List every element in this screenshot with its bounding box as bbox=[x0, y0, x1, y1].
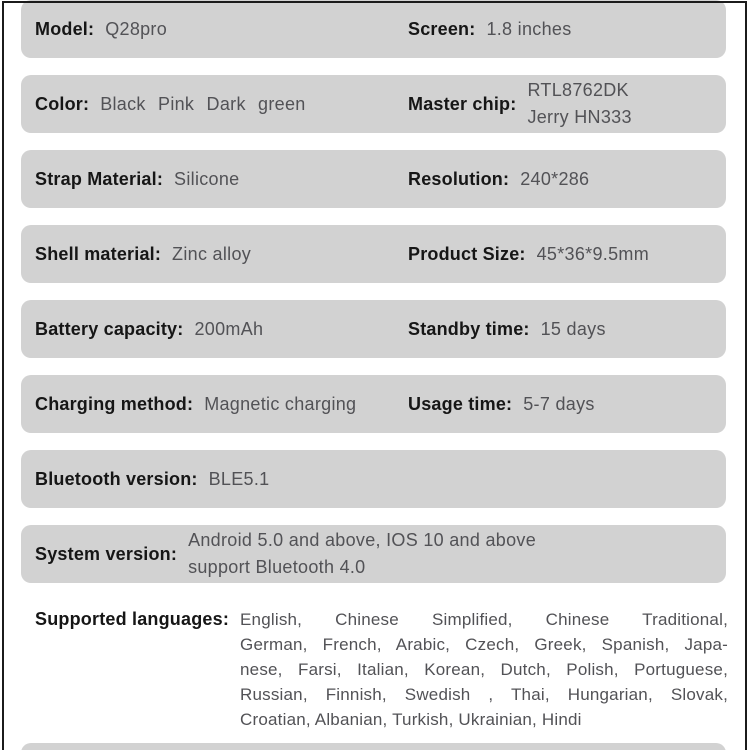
spec-label: Battery capacity: bbox=[35, 318, 184, 339]
spec-label: Strap Material: bbox=[35, 168, 164, 189]
spec-value: Android 5.0 and above, IOS 10 and above bbox=[188, 530, 537, 550]
spec-value: Zinc alloy bbox=[172, 243, 252, 264]
spec-row-battery-standby bbox=[21, 300, 726, 358]
spec-cell bbox=[35, 169, 408, 190]
spec-row-shell-size bbox=[21, 225, 726, 283]
spec-value: Magnetic charging bbox=[204, 393, 357, 414]
spec-value: support Bluetooth 4.0 bbox=[188, 557, 366, 577]
spec-value: Q28pro bbox=[105, 18, 168, 39]
spec-value: 200mAh bbox=[194, 318, 264, 339]
spec-label: Bluetooth version: bbox=[35, 468, 198, 489]
spec-value-multiline bbox=[188, 527, 536, 581]
spec-cell bbox=[408, 169, 712, 190]
spec-value: Black Pink Dark green bbox=[100, 93, 306, 114]
spec-label: Standby time: bbox=[408, 318, 530, 339]
spec-cell bbox=[408, 319, 712, 340]
spec-value: RTL8762DK bbox=[527, 80, 629, 100]
spec-value-multiline bbox=[527, 77, 631, 131]
spec-label: Charging method: bbox=[35, 393, 194, 414]
spec-value: Jerry HN333 bbox=[527, 107, 632, 127]
spec-value: BLE5.1 bbox=[208, 468, 270, 489]
spec-label: Product Size: bbox=[408, 243, 526, 264]
spec-value: 45*36*9.5mm bbox=[536, 243, 649, 264]
spec-label: Usage time: bbox=[408, 393, 513, 414]
spec-label: System version: bbox=[35, 543, 178, 564]
spec-row-charging-usage bbox=[21, 375, 726, 433]
spec-row-system bbox=[21, 525, 726, 583]
spec-label: Shell material: bbox=[35, 243, 162, 264]
spec-value: 240*286 bbox=[520, 168, 590, 189]
spec-label: Model: bbox=[35, 18, 95, 39]
language-line: nese, Farsi, Italian, Korean, Dutch, Polish, Portuguese, bbox=[240, 660, 728, 679]
spec-label: Screen: bbox=[408, 18, 476, 39]
spec-cell bbox=[35, 394, 408, 415]
spec-cell bbox=[408, 77, 712, 131]
spec-label: Resolution: bbox=[408, 168, 510, 189]
spec-value: Silicone bbox=[174, 168, 240, 189]
spec-cell bbox=[408, 244, 712, 265]
spec-row-bluetooth bbox=[21, 450, 726, 508]
spec-label: Master chip: bbox=[408, 93, 517, 114]
partial-next-bar bbox=[21, 743, 726, 750]
spec-cell bbox=[35, 19, 408, 40]
language-line: English, Chinese Simplified, Chinese Traditional, bbox=[240, 610, 728, 629]
spec-cell bbox=[35, 319, 408, 340]
language-line: Croatian, Albanian, Turkish, Ukrainian, Hindi bbox=[240, 710, 582, 729]
spec-cell bbox=[35, 469, 269, 490]
language-line: German, French, Arabic, Czech, Greek, Spanish, Japa- bbox=[240, 635, 728, 654]
spec-label: Color: bbox=[35, 93, 90, 114]
languages-list bbox=[240, 607, 728, 732]
language-line: Russian, Finnish, Swedish , Thai, Hungarian, Slovak, bbox=[240, 685, 728, 704]
spec-value: 1.8 inches bbox=[486, 18, 572, 39]
spec-row-strap-resolution bbox=[21, 150, 726, 208]
languages-label: Supported languages: bbox=[35, 609, 230, 629]
spec-value: 5-7 days bbox=[523, 393, 595, 414]
spec-value: 15 days bbox=[540, 318, 606, 339]
spec-row-color-chip bbox=[21, 75, 726, 133]
spec-row-model-screen bbox=[21, 0, 726, 58]
spec-cell bbox=[35, 94, 408, 115]
spec-cell bbox=[408, 394, 712, 415]
spec-cell bbox=[408, 19, 712, 40]
spec-cell bbox=[35, 527, 536, 581]
supported-languages-section bbox=[35, 607, 728, 732]
spec-cell bbox=[35, 244, 408, 265]
